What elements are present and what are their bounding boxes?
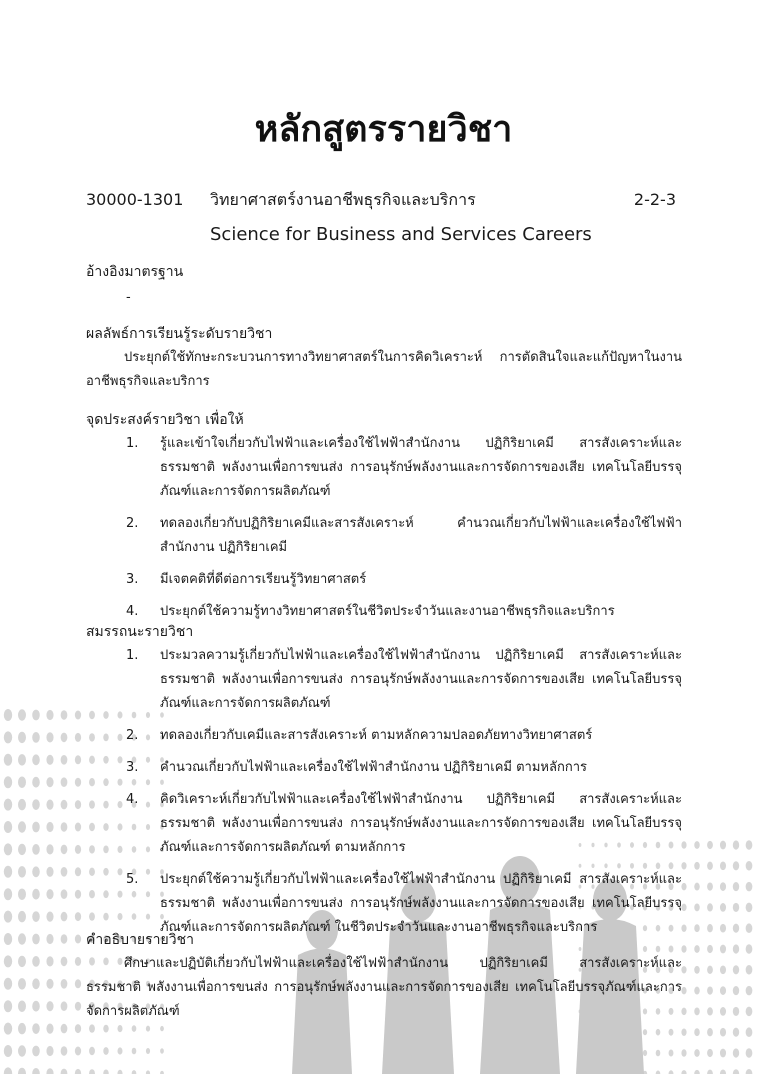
list-item-text: มีเจตคติที่ดีต่อการเรียนรู้วิทยาศาสตร์	[160, 572, 367, 587]
list-item-number: 5.	[126, 872, 139, 887]
list-item-number: 1.	[126, 436, 139, 451]
list-item-number: 3.	[126, 760, 139, 775]
list-item-number: 4.	[126, 604, 139, 619]
list-item-number: 4.	[126, 792, 139, 807]
list-item	[86, 512, 682, 560]
course-code: 30000-1301	[86, 190, 184, 209]
list-item-text: คิดวิเคราะห์เกี่ยวกับไฟฟ้าและเครื่องใช้ไฟฟ้าสำนักงาน ปฏิกิริยาเคมี สารสังเคราะห์และธรรมชาติ พลังงานเพื่อการขนส่ง การอนุรักษ์พลังงานและการจัดการของเสีย เทคโนโลยีบรรจุภัณฑ์และการจัดการผลิตภัณฑ์ ตามหลักการ	[160, 792, 682, 855]
list-item-text: รู้และเข้าใจเกี่ยวกับไฟฟ้าและเครื่องใช้ไฟฟ้าสำนักงาน ปฏิกิริยาเคมี สารสังเคราะห์และธรรมชาติ พลังงานเพื่อการขนส่ง การอนุรักษ์พลังงานและการจัดการของเสีย เทคโนโลยีบรรจุภัณฑ์และการจัดการผลิตภัณฑ์	[160, 436, 682, 499]
section-heading-learning-outcome: ผลลัพธ์การเรียนรู้ระดับรายวิชา	[86, 326, 273, 342]
course-name-english: Science for Business and Services Careers	[210, 224, 592, 245]
list-item-text: ประยุกต์ใช้ความรู้เกี่ยวกับไฟฟ้าและเครื่องใช้ไฟฟ้าสำนักงาน ปฏิกิริยาเคมี สารสังเคราะห์และธรรมชาติ พลังงานเพื่อการขนส่ง การอนุรักษ์พลังงานและการจัดการของเสีย เทคโนโลยีบรรจุภัณฑ์และการจัดการผลิตภัณฑ์ ในชีวิตประจำวันและงานอาชีพธุรกิจและบริการ	[160, 872, 682, 935]
standard-value: -	[126, 290, 131, 305]
course-credits: 2-2-3	[633, 190, 676, 209]
objectives-list	[86, 432, 682, 632]
page-title: หลักสูตรรายวิชา	[254, 109, 513, 150]
learning-outcome-text	[86, 346, 682, 394]
list-item-number: 1.	[126, 648, 139, 663]
list-item-number: 2.	[126, 516, 139, 531]
list-item-text: ทดลองเกี่ยวกับปฏิกิริยาเคมีและสารสังเคราะห์ คำนวณเกี่ยวกับไฟฟ้าและเครื่องใช้ไฟฟ้าสำนักงาน ปฏิกิริยาเคมี	[160, 516, 682, 555]
list-item	[86, 756, 682, 780]
list-item	[86, 788, 682, 860]
list-item-text: คำนวณเกี่ยวกับไฟฟ้าและเครื่องใช้ไฟฟ้าสำนักงาน ปฏิกิริยาเคมี ตามหลักการ	[160, 760, 587, 775]
list-item-text: ประยุกต์ใช้ความรู้ทางวิทยาศาสตร์ในชีวิตประจำวันและงานอาชีพธุรกิจและบริการ	[160, 604, 615, 619]
section-heading-competencies: สมรรถนะรายวิชา	[86, 624, 194, 640]
competencies-list	[86, 644, 682, 948]
description-body: ศึกษาและปฏิบัติเกี่ยวกับไฟฟ้าและเครื่องใช้ไฟฟ้าสำนักงาน ปฏิกิริยาเคมี สารสังเคราะห์และธรรมชาติ พลังงานเพื่อการขนส่ง การอนุรักษ์พลังงานและการจัดการของเสีย เทคโนโลยีบรรจุภัณฑ์และการจัดการผลิตภัณฑ์	[86, 956, 682, 1019]
list-item-text: ประมวลความรู้เกี่ยวกับไฟฟ้าและเครื่องใช้ไฟฟ้าสำนักงาน ปฏิกิริยาเคมี สารสังเคราะห์และธรรมชาติ พลังงานเพื่อการขนส่ง การอนุรักษ์พลังงานและการจัดการของเสีย เทคโนโลยีบรรจุภัณฑ์และการจัดการผลิตภัณฑ์	[160, 648, 682, 711]
learning-outcome-body: ประยุกต์ใช้ทักษะกระบวนการทางวิทยาศาสตร์ในการคิดวิเคราะห์ การตัดสินใจและแก้ปัญหาในงานอาชีพธุรกิจและบริการ	[86, 350, 682, 389]
description-text	[86, 952, 682, 1024]
section-heading-objectives: จุดประสงค์รายวิชา เพื่อให้	[86, 412, 244, 428]
course-name-thai: วิทยาศาสตร์งานอาชีพธุรกิจและบริการ	[210, 190, 476, 209]
list-item	[86, 724, 682, 748]
list-item	[86, 644, 682, 716]
list-item	[86, 568, 682, 592]
list-item-number: 2.	[126, 728, 139, 743]
list-item-text: ทดลองเกี่ยวกับเคมีและสารสังเคราะห์ ตามหลักความปลอดภัยทางวิทยาศาสตร์	[160, 728, 593, 743]
list-item-number: 3.	[126, 572, 139, 587]
course-header-row	[86, 186, 676, 214]
section-heading-description: คำอธิบายรายวิชา	[86, 932, 194, 948]
list-item	[86, 432, 682, 504]
section-heading-standard: อ้างอิงมาตรฐาน	[86, 264, 184, 280]
